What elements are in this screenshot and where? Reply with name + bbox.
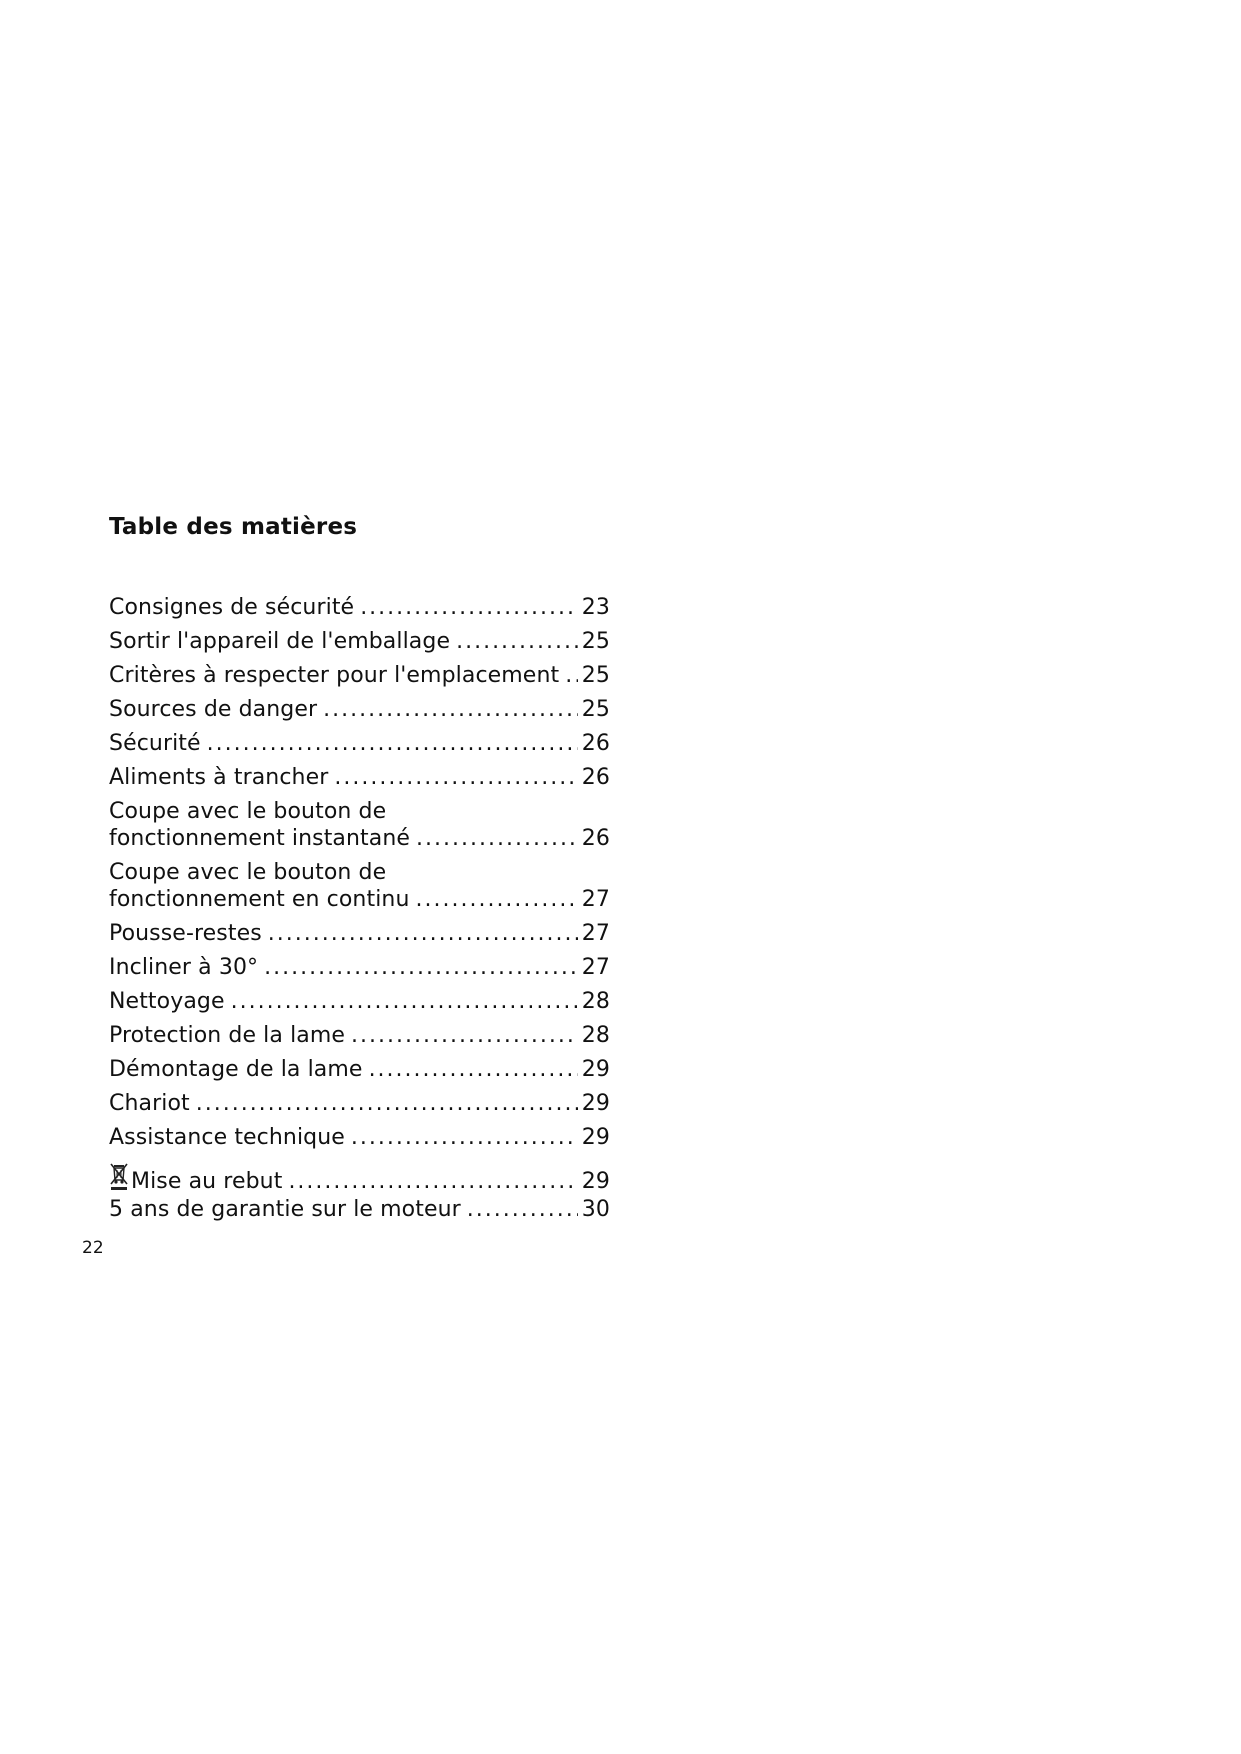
toc-entry-label: Démontage de la lame bbox=[109, 1057, 363, 1082]
toc-entry-label: Pousse-restes bbox=[109, 921, 262, 946]
toc-entry-demontage-lame[interactable] bbox=[109, 1056, 610, 1084]
toc-entry-coupe-instantane[interactable] bbox=[109, 798, 610, 853]
toc-entry-consignes-de-securite[interactable] bbox=[109, 594, 610, 622]
dot-leader bbox=[207, 730, 578, 758]
toc-entry-page: 29 bbox=[581, 1057, 610, 1082]
dot-leader bbox=[196, 1090, 578, 1118]
toc-entry-pousse-restes[interactable] bbox=[109, 920, 610, 948]
dot-leader bbox=[268, 920, 578, 948]
toc-entry-protection-lame[interactable] bbox=[109, 1022, 610, 1050]
toc-entry-incliner[interactable] bbox=[109, 954, 610, 982]
toc-entry-page: 27 bbox=[581, 955, 610, 980]
toc-entry-coupe-continu[interactable] bbox=[109, 859, 610, 914]
toc-entry-label: Critères à respecter pour l'emplacement bbox=[109, 663, 560, 688]
toc-entry-label: 5 ans de garantie sur le moteur bbox=[109, 1197, 461, 1222]
toc-entry-label: Incliner à 30° bbox=[109, 955, 259, 980]
toc-entry-page: 26 bbox=[581, 826, 610, 851]
toc-entry-label-line1: Coupe avec le bouton de bbox=[109, 860, 387, 885]
toc-entry-aliments-a-trancher[interactable] bbox=[109, 764, 610, 792]
toc-entry-label: Aliments à trancher bbox=[109, 765, 329, 790]
page-number: 22 bbox=[82, 1238, 104, 1258]
page-title: Table des matières bbox=[109, 514, 358, 540]
dot-leader bbox=[416, 825, 578, 853]
toc-entry-page: 25 bbox=[581, 697, 610, 722]
dot-leader bbox=[334, 764, 577, 792]
toc-entry-label: fonctionnement en continu bbox=[109, 887, 410, 912]
dot-leader bbox=[565, 662, 578, 690]
toc-entry-page: 29 bbox=[581, 1125, 610, 1150]
toc-entry-sources-de-danger[interactable] bbox=[109, 696, 610, 724]
dot-leader bbox=[288, 1168, 577, 1196]
toc-entry-criteres-emplacement[interactable] bbox=[109, 662, 610, 690]
dot-leader bbox=[264, 954, 578, 982]
toc-entry-page: 28 bbox=[581, 989, 610, 1014]
toc-entry-label: Sources de danger bbox=[109, 697, 318, 722]
toc-entry-page: 23 bbox=[581, 595, 610, 620]
toc-entry-assistance-technique[interactable] bbox=[109, 1124, 610, 1152]
toc-entry-label: Protection de la lame bbox=[109, 1023, 346, 1048]
toc-entry-nettoyage[interactable] bbox=[109, 988, 610, 1016]
toc-entry-label-line1: Coupe avec le bouton de bbox=[109, 799, 387, 824]
table-of-contents bbox=[109, 594, 610, 1230]
toc-entry-page: 28 bbox=[581, 1023, 610, 1048]
dot-leader bbox=[351, 1124, 578, 1152]
toc-entry-page: 27 bbox=[581, 887, 610, 912]
dot-leader bbox=[369, 1056, 578, 1084]
toc-entry-label-group bbox=[109, 1162, 282, 1196]
dot-leader bbox=[360, 594, 578, 622]
dot-leader bbox=[231, 988, 578, 1016]
toc-entry-page: 25 bbox=[581, 663, 610, 688]
dot-leader bbox=[323, 696, 578, 724]
toc-entry-label: Chariot bbox=[109, 1091, 190, 1116]
toc-entry-sortir-appareil[interactable] bbox=[109, 628, 610, 656]
crossed-out-wheelie-bin-icon bbox=[109, 1162, 129, 1192]
toc-entry-page: 29 bbox=[581, 1091, 610, 1116]
toc-entry-page: 26 bbox=[581, 731, 610, 756]
toc-entry-label: Sortir l'appareil de l'emballage bbox=[109, 629, 451, 654]
dot-leader bbox=[351, 1022, 578, 1050]
toc-entry-label: Nettoyage bbox=[109, 989, 225, 1014]
toc-entry-page: 27 bbox=[581, 921, 610, 946]
toc-entry-page: 25 bbox=[581, 629, 610, 654]
toc-entry-mise-au-rebut[interactable] bbox=[109, 1162, 610, 1194]
toc-entry-page: 26 bbox=[581, 765, 610, 790]
toc-entry-label: Consignes de sécurité bbox=[109, 595, 355, 620]
toc-entry-page: 29 bbox=[581, 1169, 610, 1194]
toc-entry-label: Sécurité bbox=[109, 731, 201, 756]
toc-entry-label: Assistance technique bbox=[109, 1125, 345, 1150]
toc-entry-label: Mise au rebut bbox=[131, 1169, 283, 1194]
toc-entry-securite[interactable] bbox=[109, 730, 610, 758]
toc-entry-label: fonctionnement instantané bbox=[109, 826, 411, 851]
dot-leader bbox=[456, 628, 578, 656]
dot-leader bbox=[467, 1196, 578, 1224]
toc-entry-page: 30 bbox=[581, 1197, 610, 1222]
toc-entry-chariot[interactable] bbox=[109, 1090, 610, 1118]
toc-entry-garantie-moteur[interactable] bbox=[109, 1196, 610, 1224]
dot-leader bbox=[416, 886, 578, 914]
